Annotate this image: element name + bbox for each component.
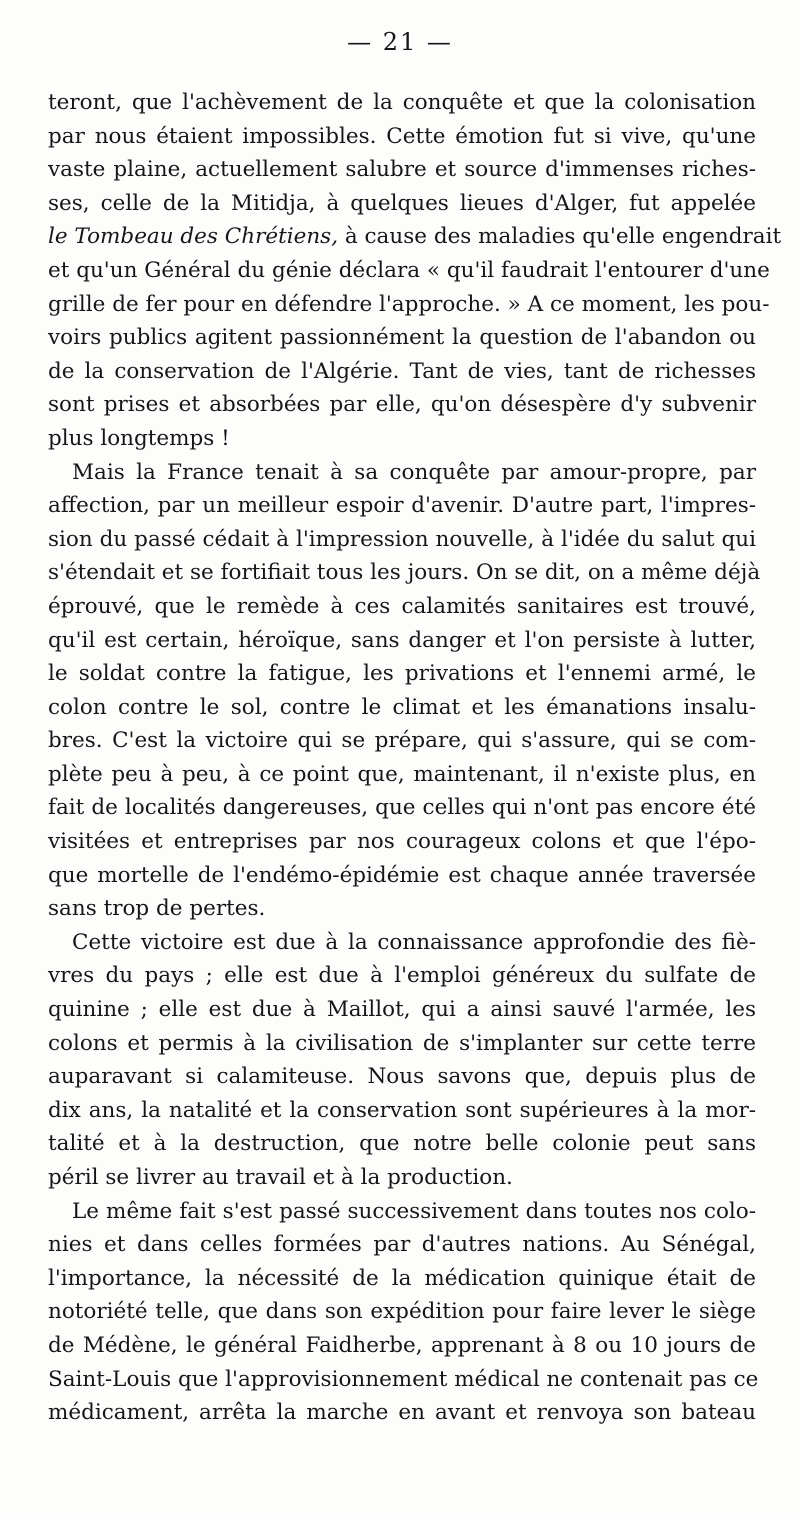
text-line: Saint-Louis que l'approvisionnement médical ne contenait pas ce: [48, 1366, 759, 1392]
text-line: et qu'un Général du génie déclara « qu'il faudrait l'entourer d'une: [48, 257, 770, 283]
text-fragment: à cause des maladies qu'elle engendrait: [338, 224, 782, 250]
paragraph-start-line: Le même fait s'est passé successivement dans toutes nos colo-: [72, 1198, 756, 1224]
text-line: plète peu à peu, à ce point que, maintenant, il n'existe plus, en: [48, 761, 756, 787]
text-line: sion du passé cédait à l'impression nouvelle, à l'idée du salut qui: [48, 526, 756, 552]
page-number: — 21 —: [347, 28, 453, 56]
text-line: qu'il est certain, héroïque, sans danger et l'on persiste à lutter,: [48, 627, 756, 653]
text-line: s'étendait et se fortifiait tous les jours. On se dit, on a même déjà: [48, 560, 761, 586]
text-line: colon contre le sol, contre le climat et les émanations insalu-: [48, 694, 756, 720]
text-line: sont prises et absorbées par elle, qu'on désespère d'y subvenir: [48, 392, 756, 418]
text-line: éprouvé, que le remède à ces calamités sanitaires est trouvé,: [48, 593, 756, 619]
text-line: talité et à la destruction, que notre belle colonie peut sans: [48, 1131, 756, 1157]
text-line: sans trop de pertes.: [48, 896, 266, 922]
text-line: le soldat contre la fatigue, les privations et l'ennemi armé, le: [48, 661, 756, 687]
body-text: [48, 86, 782, 1430]
text-line: médicament, arrêta la marche en avant et renvoya son bateau: [48, 1400, 756, 1426]
text-line: de la conservation de l'Algérie. Tant de vies, tant de richesses: [48, 358, 756, 384]
text-line: teront, que l'achèvement de la conquête et que la colonisation: [48, 90, 756, 115]
text-line: voirs publics agitent passionnément la question de l'abandon ou: [48, 325, 756, 351]
text-line: péril se livrer au travail et à la production.: [48, 1165, 513, 1190]
text-line: par nous étaient impossibles. Cette émotion fut si vive, qu'une: [48, 123, 756, 149]
text-line: que mortelle de l'endémo-épidémie est chaque année traversée: [48, 862, 756, 888]
text-line: [48, 220, 782, 254]
text-line: vres du pays ; elle est due à l'emploi généreux du sulfate de: [48, 963, 756, 989]
text-line: grille de fer pour en défendre l'approche. » A ce moment, les pou-: [48, 291, 770, 317]
text-line: affection, par un meilleur espoir d'avenir. D'autre part, l'impres-: [48, 493, 756, 519]
text-line: plus longtemps !: [48, 425, 230, 451]
text-line: vaste plaine, actuellement salubre et source d'immenses riches-: [48, 157, 756, 183]
text-line: notoriété telle, que dans son expédition pour faire lever le siège: [48, 1299, 756, 1325]
italic-phrase: le Tombeau des Chrétiens,: [48, 224, 339, 250]
paragraph-start-line: Mais la France tenait à sa conquête par amour-propre, par: [72, 459, 756, 485]
text-line: quinine ; elle est due à Maillot, qui a ainsi sauvé l'armée, les: [48, 997, 756, 1023]
text-line: fait de localités dangereuses, que celles qui n'ont pas encore été: [48, 795, 756, 821]
text-line: de Médène, le général Faidherbe, apprenant à 8 ou 10 jours de: [48, 1332, 756, 1358]
text-line: bres. C'est la victoire qui se prépare, qui s'assure, qui se com-: [48, 728, 756, 754]
text-line: visitées et entreprises par nos courageux colons et que l'épo-: [48, 829, 756, 855]
text-line: dix ans, la natalité et la conservation sont supérieures à la mor-: [48, 1097, 756, 1123]
text-line: colons et permis à la civilisation de s'implanter sur cette terre: [48, 1030, 756, 1056]
text-line: auparavant si calamiteuse. Nous savons que, depuis plus de: [48, 1064, 756, 1090]
text-line: ses, celle de la Mitidja, à quelques lieues d'Alger, fut appelée: [48, 190, 756, 216]
text-line: nies et dans celles formées par d'autres nations. Au Sénégal,: [48, 1232, 756, 1258]
paragraph-start-line: Cette victoire est due à la connaissance approfondie des fiè-: [72, 929, 756, 955]
text-line: l'importance, la nécessité de la médication quinique était de: [48, 1265, 756, 1291]
